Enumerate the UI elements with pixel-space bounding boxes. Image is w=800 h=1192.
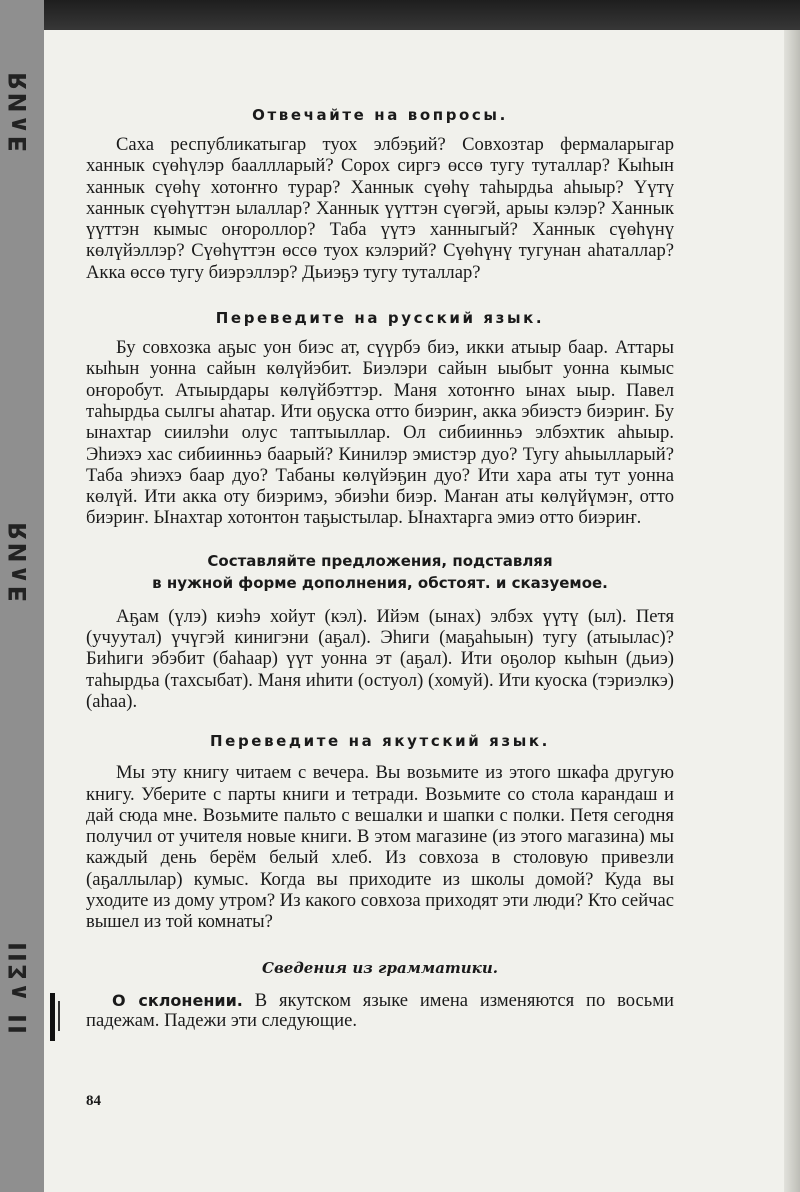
spine-mark: Ǝ∧NЯ (4, 70, 32, 153)
heading-translate-ru: Переведите на русский язык. (215, 309, 545, 328)
page-content (86, 76, 674, 1031)
margin-bar-marker-thin (58, 1001, 60, 1031)
book-spine-strip (0, 0, 44, 1192)
section-grammar (86, 959, 674, 1031)
spine-mark: ΙΙ ∧ΣΙΙ (4, 940, 32, 1034)
grammar-block (86, 991, 674, 1031)
margin-bar-marker (50, 993, 55, 1041)
section-compose (86, 550, 674, 712)
scan-top-shadow (0, 0, 800, 34)
paragraph-translate-ya: Мы эту книгу читаем с вечера. Вы возьмите из этого шкафа другую книгу. Уберите с парты книги и тетради. Возьмите со стола карандаш и дай сюда мне. Возьмите пальто с вешалки и шапки с полки. Петя сегодня получил от учителя новые книги. В этом магазине (из этого магазина) мы каждый день берём белый хлеб. Из совхоза в столовую привезли (аҕаллылар) кумыс. Когда вы приходите из школы домой? Куда вы уходите из дому утром? Из какого совхоза приходят эти люди? Кто сейчас вышел из той комнаты? (86, 762, 674, 933)
paragraph-grammar (86, 991, 674, 1031)
page-edge-shadow (784, 30, 800, 1192)
page-number: 84 (86, 1093, 101, 1109)
paragraph-translate-ru: Бу совхозка аҕыс уон биэс ат, сүүрбэ биэ, икки атыыр баар. Аттары кыһын уонна сайын көлүйэбит. Биэлэри сайын ыыбыт уонна кымыс оҥоробут. Атыырдары көлүйбэттэр. Маня хотоҥҥо ынах ыыр. Павел таһырдьа сылгы аһатар. Ити оҕуска отто биэриҥ, акка эбиэстэ биэриҥ. Бу ынахтар сиилэһи олус таптыыллар. Ол сибиинньэ элбэхтик аһыыр. Эһиэхэ хас сибиинньэ баарый? Кинилэр эмистэр дуо? Тугу аһыылларый? Таба эһиэхэ баар дуо? Табаны көлүйэҕин дуо? Ити хара аты тут уонна көлүй. Ити акка оту биэримэ, эбиэһи биэр. Маҥан аты көлүйүмэҥ, отто биэриҥ. Ынахтар хотонтон таҕыстылар. Ынахтарга эмиэ отто биэриҥ. (86, 337, 674, 529)
spine-mark: Ǝ∧NЯ (4, 520, 32, 603)
heading-compose (86, 550, 674, 594)
heading-compose-line2: в нужной форме дополнения, обстоят. и сказуемое. (152, 573, 608, 592)
section-translate-ru (86, 309, 674, 529)
paragraph-compose: Аҕам (үлэ) киэһэ хойут (кэл). Ийэм (ынах) элбэх үүтү (ыл). Петя (учуутал) үчүгэй кинигэни (аҕал). Эһиги (маҕаһыын) тугу (атыылас)? Биһиги эбэбит (баһаар) үүт уонна эт (аҕал). Ити оҕолор кыһын (дьиэ) таһырдьа (тахсыбат). Маня иһити (остуол) (хомуй). Ити куоска (тэриэлкэ) (аһаа). (86, 605, 674, 712)
grammar-text: В якутском языке имена изменяются по восьми падежам. Падежи эти следующие. (86, 989, 674, 1031)
heading-grammar: Сведения из грамматики. (262, 958, 498, 977)
heading-questions: Отвечайте на вопросы. (252, 106, 508, 124)
heading-translate-ya: Переведите на якутский язык. (210, 732, 550, 751)
section-translate-ya (86, 732, 674, 932)
heading-compose-line1: Составляйте предложения, подставляя (207, 551, 553, 570)
section-questions (86, 106, 674, 283)
grammar-lead: О склонении. (112, 990, 243, 1010)
paragraph-questions: Саха республикатыгар туох элбэҕий? Совхозтар фермаларыгар ханнык сүөһүлэр бааллларый? Сорох сиргэ өссө тугу туталлар? Кыһын ханнык сүөһү хотоҥҥо турар? Ханнык сүөһү таһырдьа аһыыр? Үүтү ханнык сүөһүттэн ылаллар? Ханнык үүттэн сүөгэй, арыы кэлэр? Ханнык үүттэн кымыс оҥороллор? Таба үүтэ ханныгый? Ханнык сүөһүнү көлүйэллэр? Сүөһүттэн өссө туох кэлэрий? Сүөһүнү тугунан аһаталлар? Акка өссө тугу биэрэллэр? Дьиэҕэ тугу туталлар? (86, 134, 674, 283)
